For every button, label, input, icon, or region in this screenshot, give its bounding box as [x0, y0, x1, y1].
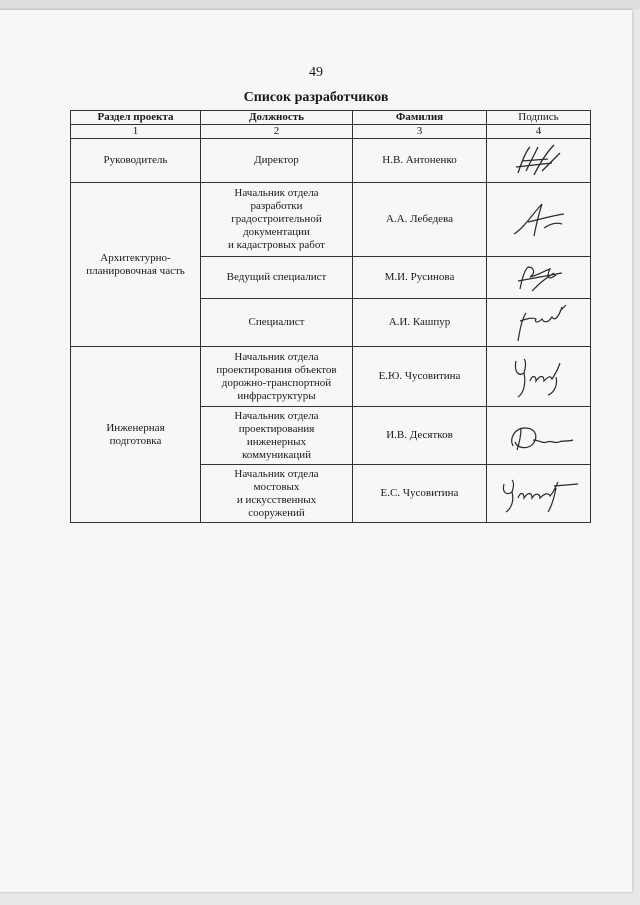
column-number-row [71, 125, 591, 139]
signature-cell [487, 299, 591, 347]
position-cell: Начальник отдела проектирования объектов дорожно-транспортной инфраструктуры [201, 347, 353, 407]
name-cell: Е.Ю. Чусовитина [353, 347, 487, 407]
name-cell: М.И. Русинова [353, 257, 487, 299]
name-cell: Е.С. Чусовитина [353, 465, 487, 523]
column-number: 4 [487, 125, 591, 139]
signature-desyatkov [499, 416, 579, 456]
signature-cell [487, 183, 591, 257]
table-row [71, 183, 591, 257]
section-cell: Руководитель [71, 139, 201, 183]
name-cell: И.В. Десятков [353, 407, 487, 465]
header-position: Должность [201, 111, 353, 125]
column-number: 1 [71, 125, 201, 139]
position-cell: Начальник отдела разработки градостроительной документации и кадастровых работ [201, 183, 353, 257]
section-label: Инженерная подготовка [106, 421, 165, 447]
position-cell: Ведущий специалист [201, 257, 353, 299]
position-cell: Директор [201, 139, 353, 183]
section-label: Архитектурно- планировочная часть [86, 251, 185, 277]
header-section: Раздел проекта [71, 111, 201, 125]
page-title: Список разработчиков [243, 90, 389, 105]
name-cell: А.И. Кашпур [353, 299, 487, 347]
section-cell [71, 183, 201, 347]
name-cell: А.А. Лебедева [353, 183, 487, 257]
scan-top-band [0, 0, 640, 10]
signature-cell [487, 347, 591, 407]
signature-cell [487, 139, 591, 183]
signature-rusinova [504, 259, 574, 297]
table-row [71, 139, 591, 183]
signature-lebedeva [504, 198, 574, 242]
signature-chusovitina-es [494, 472, 584, 516]
name-cell: Н.В. Антоненко [353, 139, 487, 183]
table-header-row [71, 111, 591, 125]
signature-chusovitina-ey [504, 351, 574, 403]
signature-antonenko [504, 141, 574, 181]
column-number: 2 [201, 125, 353, 139]
signature-cell [487, 257, 591, 299]
page-number: 49 [309, 65, 323, 80]
header-name: Фамилия [353, 111, 487, 125]
header-signature: Подпись [487, 111, 591, 125]
position-cell: Начальник отдела мостовых и искусственных сооружений [201, 465, 353, 523]
signature-cell [487, 407, 591, 465]
developers-table [70, 110, 591, 523]
column-number: 3 [353, 125, 487, 139]
signature-cell [487, 465, 591, 523]
position-cell: Начальник отдела проектирования инженерных коммуникаций [201, 407, 353, 465]
signature-kashpur [504, 301, 574, 345]
section-cell [71, 347, 201, 523]
position-cell: Специалист [201, 299, 353, 347]
table-row [71, 347, 591, 407]
